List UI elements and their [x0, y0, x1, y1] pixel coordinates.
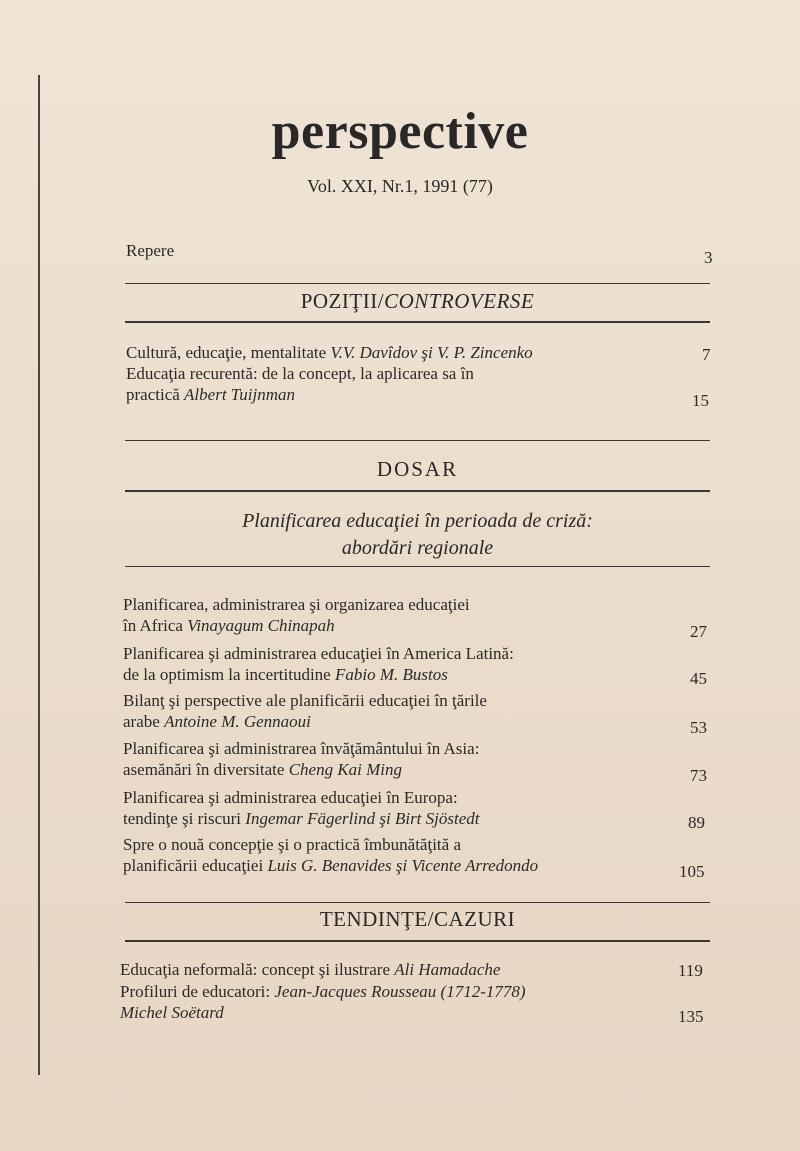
toc-entry[interactable]	[123, 690, 487, 732]
toc-entry[interactable]	[126, 363, 474, 405]
entry-author: V.V. Davîdov şi V. P. Zincenko	[330, 343, 533, 362]
toc-entry[interactable]	[126, 342, 533, 363]
section-rule	[125, 440, 710, 441]
page-edge-line	[38, 75, 40, 1075]
page-number: 15	[692, 391, 709, 410]
section-rule	[125, 321, 710, 323]
page-number: 53	[690, 718, 707, 737]
entry-title: Planificarea, administrarea şi organizarea educaţiei	[123, 595, 470, 614]
toc-entry[interactable]	[120, 981, 526, 1023]
section-title-pozitii	[125, 289, 710, 314]
entry-author: Jean-Jacques Rousseau (1712-1778)	[274, 982, 526, 1001]
entry-title: Educaţia neformală: concept şi ilustrare	[120, 960, 395, 979]
entry-title: Spre o nouă concepţie şi o practică îmbunătăţită a	[123, 835, 461, 854]
entry-title: Planificarea şi administrarea educaţiei în Europa:	[123, 788, 458, 807]
dosar-subtitle	[125, 508, 710, 562]
entry-author: Michel Soëtard	[120, 1003, 224, 1022]
entry-author: Luis G. Benavides şi Vicente Arredondo	[267, 856, 539, 875]
section-rule	[125, 283, 710, 284]
page-number: 135	[678, 1007, 704, 1026]
entry-title: Cultură, educaţie, mentalitate	[126, 343, 331, 362]
section-title-dosar: DOSAR	[376, 457, 459, 481]
entry-author: Ingemar Fägerlind şi Birt Sjöstedt	[245, 809, 480, 828]
entry-title: Planificarea şi administrarea educaţiei în America Latină:	[123, 644, 514, 663]
entry-title: de la optimism la incertitudine	[123, 665, 335, 684]
entry-author: Albert Tuijnman	[184, 385, 296, 404]
magazine-title: perspective	[271, 103, 529, 160]
entry-title: asemănări în diversitate	[123, 760, 289, 779]
page-number: 27	[690, 622, 707, 641]
page-number: 3	[704, 248, 713, 267]
entry-author: Vinayagum Chinapah	[187, 616, 335, 635]
section-rule	[125, 940, 710, 942]
dosar-subtitle-line: Planificarea educaţiei în perioada de criză:	[242, 510, 593, 532]
page-number: 7	[702, 345, 711, 364]
entry-title: arabe	[123, 712, 165, 731]
volume-info: Vol. XXI, Nr.1, 1991 (77)	[307, 176, 493, 196]
section-rule	[125, 902, 710, 903]
entry-author: Ali Hamadache	[394, 960, 501, 979]
toc-entry[interactable]	[120, 959, 500, 980]
toc-entry-repere[interactable]: Repere	[126, 241, 175, 260]
toc-entry[interactable]	[123, 738, 479, 780]
entry-title: în Africa	[123, 616, 188, 635]
page-number: 89	[688, 813, 705, 832]
section-title-plain: POZIŢII/	[300, 289, 385, 313]
page-number: 73	[690, 766, 707, 785]
entry-author: Antoine M. Gennaoui	[164, 712, 311, 731]
entry-title: tendinţe şi riscuri	[123, 809, 246, 828]
section-title-italic: CONTROVERSE	[384, 289, 535, 313]
entry-title: planificării educaţiei	[123, 856, 268, 875]
dosar-subtitle-line: abordări regionale	[341, 537, 494, 559]
toc-entry[interactable]	[123, 643, 514, 685]
page-number: 119	[678, 961, 703, 980]
entry-title: Planificarea şi administrarea învăţământului în Asia:	[123, 739, 480, 758]
toc-entry[interactable]	[123, 834, 538, 876]
toc-entry[interactable]	[123, 787, 480, 829]
entry-author: Fabio M. Bustos	[334, 665, 448, 684]
toc-entry[interactable]	[123, 594, 470, 636]
entry-author: Cheng Kai Ming	[288, 760, 403, 779]
entry-title: Bilanţ şi perspective ale planificării educaţiei în ţările	[123, 691, 487, 710]
entry-title: Profiluri de educatori:	[120, 982, 275, 1001]
page-number: 105	[679, 862, 705, 881]
entry-title: practică	[126, 385, 185, 404]
section-rule	[125, 566, 710, 567]
section-title-tendinte: TENDINŢE/CAZURI	[319, 907, 516, 931]
section-rule	[125, 490, 710, 492]
page-number: 45	[690, 669, 707, 688]
entry-title: Educaţia recurentă: de la concept, la aplicarea sa în	[126, 364, 474, 383]
